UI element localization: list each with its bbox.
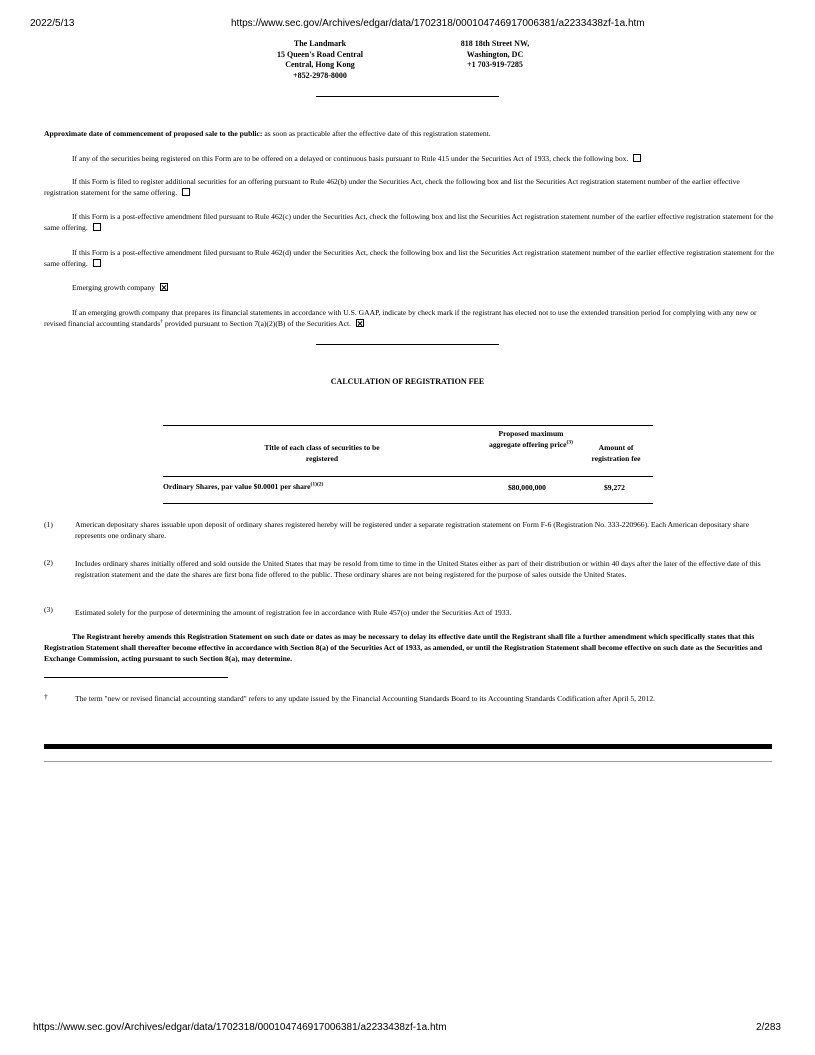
approx-date-text: as soon as practicable after the effective date of this registration statement. <box>262 129 491 138</box>
table-bottom-rule <box>163 503 653 504</box>
dagger-note-symbol: † <box>44 692 48 701</box>
print-date: 2022/5/13 <box>30 18 75 29</box>
print-url: https://www.sec.gov/Archives/edgar/data/1702318/000104746917006381/a2233438zf-1a.htm <box>231 18 645 29</box>
footnote-1-text: American depositary shares issuable upon deposit of ordinary shares registered hereby will be registered under a separate registration statement on Form F-6 (Registration No. 333-220966). Each American depositary share represents one ordinary share. <box>75 520 749 541</box>
table-top-rule <box>163 425 653 426</box>
delaying-amendment: The Registrant hereby amends this Registration Statement on such date or dates as may be necessary to delay its effective date until the Registrant shall file a further amendment which specifically states that this Registration Statement shall thereafter become effective in accordance with Section 8(a) of the Securities Act of 1933, as amended, or until the Registration Statement shall become effective on such date as the Securities and Exchange Commission, acting pursuant to such Section 8(a), may determine. <box>44 632 763 664</box>
table-header-rule <box>163 476 653 477</box>
footer-page-number: 2/283 <box>755 1022 781 1033</box>
rule-462c-paragraph <box>44 211 774 233</box>
approx-date-paragraph <box>44 128 774 139</box>
col-header-price-text: Proposed maximum aggregate offering price <box>489 429 567 449</box>
approx-date-label: Approximate date of commencement of proposed sale to the public: <box>44 129 263 138</box>
egc-checkbox[interactable] <box>160 283 168 291</box>
footnote-divider <box>44 677 228 678</box>
rule-462c-text: If this Form is a post-effective amendment filed pursuant to Rule 462(c) under the Securities Act, check the following box and list the Securities Act registration statement number of the earlier effective registration statement for the same offering. <box>44 212 774 233</box>
rule-462d-paragraph <box>44 247 774 269</box>
row-max-price: $80,000,000 <box>508 483 546 492</box>
col-header-title: Title of each class of securities to be registered <box>264 443 380 463</box>
egc-transition-text-after: provided pursuant to Section 7(a)(2)(B) of the Securities Act. <box>162 319 352 329</box>
address-phone: +852-2978-8000 <box>293 70 347 80</box>
egc-transition-text: If an emerging growth company that prepares its financial statements in accordance with U.S. GAAP, indicate by check mark if the registrant has elected not to use the extended transition period for complying with any new or revised financial accounting standards <box>44 308 757 329</box>
page-end-thin-rule <box>44 761 772 762</box>
footnote-3-number: (3) <box>44 605 53 614</box>
rule-462b-paragraph <box>44 176 774 198</box>
address-washington <box>448 39 542 71</box>
footnote-2-number: (2) <box>44 558 53 567</box>
address-phone: +1 703-919-7285 <box>467 60 523 69</box>
rule-462d-text: If this Form is a post-effective amendment filed pursuant to Rule 462(d) under the Securities Act, check the following box and list the Securities Act registration statement number of the earlier effective registration statement for the same offering. <box>44 248 774 269</box>
address-line: Washington, DC <box>466 49 524 59</box>
row-title-sup: (1)(2) <box>310 481 324 488</box>
address-line: The Landmark <box>293 39 347 48</box>
rule-415-paragraph <box>44 153 774 164</box>
rule-462b-checkbox[interactable] <box>182 188 190 196</box>
footnote-1-number: (1) <box>44 520 53 529</box>
divider <box>316 96 499 97</box>
fee-table-title: CALCULATION OF REGISTRATION FEE <box>330 377 485 386</box>
egc-label: Emerging growth company <box>72 283 155 292</box>
address-hong-kong <box>266 39 374 81</box>
rule-462b-text: If this Form is filed to register additional securities for an offering pursuant to Rule 462(b) under the Securities Act, check the following box and list the Securities Act registration statement number of the earlier effective registration statement for the same offering. <box>44 177 740 198</box>
page-end-thick-rule <box>44 744 772 749</box>
address-line: 818 18th Street NW, <box>460 39 530 48</box>
divider <box>316 344 499 345</box>
col-header-price-sup: (3) <box>566 439 573 446</box>
row-reg-fee: $9,272 <box>604 483 625 492</box>
address-line: Central, Hong Kong <box>285 60 355 69</box>
footer-url: https://www.sec.gov/Archives/edgar/data/1702318/000104746917006381/a2233438zf-1a.htm <box>33 1022 447 1033</box>
rule-415-text: If any of the securities being registered on this Form are to be offered on a delayed or continuous basis pursuant to Rule 415 under the Securities Act of 1933, check the following box. <box>72 154 629 163</box>
address-line: 15 Queen's Road Central <box>277 49 363 59</box>
col-header-price <box>483 428 579 450</box>
col-header-fee: Amount of registration fee <box>591 443 641 463</box>
rule-462d-checkbox[interactable] <box>93 259 101 267</box>
rule-462c-checkbox[interactable] <box>93 223 101 231</box>
browser-print-footer <box>0 1022 815 1036</box>
egc-transition-paragraph <box>44 307 774 329</box>
egc-transition-checkbox[interactable] <box>356 319 364 327</box>
row-title-text: Ordinary Shares, par value $0.0001 per share <box>163 482 311 491</box>
egc-paragraph <box>72 282 372 293</box>
browser-print-header <box>0 14 815 28</box>
rule-415-checkbox[interactable] <box>633 154 641 162</box>
footnote-2-text: Includes ordinary shares initially offered and sold outside the United States that may be resold from time to time in the United States either as part of their distribution or within 40 days after the later of the effective date of this registration statement and the date the shares are first bona fide offered to the public. These ordinary shares are not being registered for the purpose of sales outside the United States. <box>75 559 761 580</box>
row-security-title <box>163 481 323 492</box>
footnote-3-text: Estimated solely for the purpose of determining the amount of registration fee in accordance with Rule 457(o) under the Securities Act of 1933. <box>75 608 512 617</box>
dagger-mark: † <box>160 318 163 325</box>
dagger-note-text: The term "new or revised financial accounting standard" refers to any update issued by the Financial Accounting Standards Board to its Accounting Standards Codification after April 5, 2012. <box>75 694 656 703</box>
